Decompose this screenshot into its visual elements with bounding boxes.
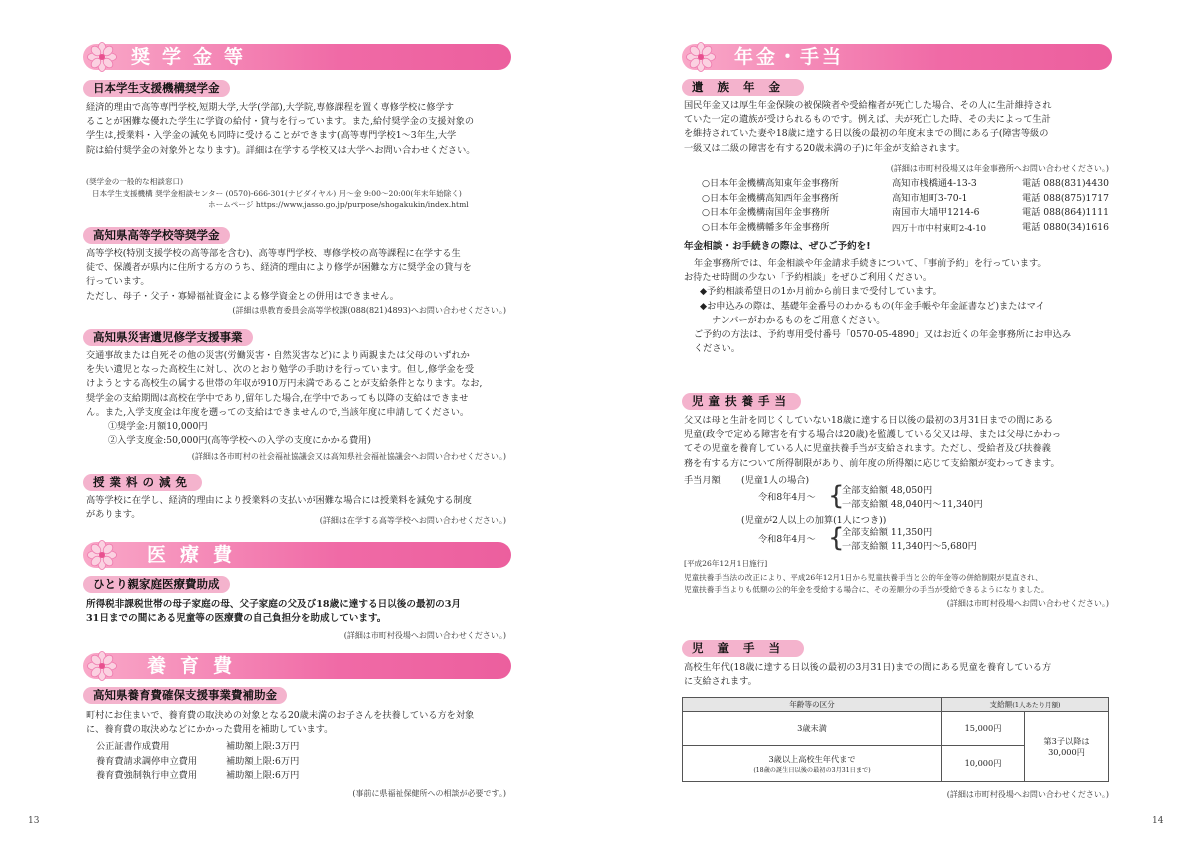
survivor-note: (詳細は市町村役場又は年金事務所へお問い合わせください。) (890, 164, 1109, 173)
two-child-amounts: 全部支給額 11,350円 一部支給額 11,340円～5,680円 (842, 527, 977, 553)
flower-icon (87, 651, 117, 681)
pension-heading: 年金・手当 (734, 46, 845, 68)
child-allowance-body: 高校生年代(18歳に達する日以後の最初の3月31日)までの間にある児童を養育している方 に支給されます。 (684, 662, 1052, 688)
scholarship-banner (83, 44, 511, 70)
table-row: ○日本年金機構幡多年金事務所 四万十市中村東町2-4-10 電話 0880(34)1616 (702, 221, 1109, 233)
date-label: 令和8年4月～ (758, 492, 816, 503)
right-page (596, 0, 1191, 842)
left-page (0, 0, 595, 842)
child-rearing-note: (詳細は市町村役場へお問い合わせください。) (946, 599, 1109, 608)
scholarship-heading: 奨学金等 (131, 46, 256, 68)
prefecture-hs-note: (詳細は県教育委員会高等学校課(088(821)4893)へお問い合わせください。) (232, 306, 506, 315)
page-number: 14 (1152, 816, 1164, 826)
list-item: 養育費強制執行申立費用 補助額上限:6万円 (96, 770, 300, 781)
child-allowance-title: 児童手当 (682, 640, 804, 657)
third-child-cell: 第3子以降は 30,000円 (1025, 712, 1109, 782)
tuition-title: 授業料の減免 (83, 474, 202, 491)
table-row: ○日本年金機構高知東年金事務所 高知市桟橋通4-13-3 電話 088(831)4430 (702, 178, 1109, 189)
child-allowance-note: (詳細は市町村役場へお問い合わせください。) (946, 790, 1109, 799)
table-row: 3歳以上高校生年代まで (18歳の誕生日以後の最初の3月31日まで) 10,000円 (683, 746, 1109, 782)
tuition-note: (詳細は在学する高等学校へお問い合わせください。) (319, 516, 506, 525)
table-row: ○日本年金機構南国年金事務所 南国市大埇甲1214-6 電話 088(864)1111 (702, 207, 1109, 218)
prefecture-hs-title: 高知県高等学校等奨学金 (83, 227, 230, 244)
date-label-2: 令和8年4月～ (758, 534, 816, 545)
brace-icon: { (828, 523, 845, 553)
list-item: 養育費請求調停申立費用 補助額上限:6万円 (96, 755, 300, 767)
table-row: ○日本年金機構高知西年金事務所 高知市旭町3-70-1 電話 088(875)1717 (702, 192, 1109, 204)
enforce-body: 児童扶養手当法の改正により、平成26年12月1日から児童扶養手当と公的年金等の併給制限が見直され、 児童扶養手当よりも低額の公的年金を受給する場合に、その差額分の手当が受給できるようになりました。 (684, 573, 1049, 594)
disaster-orphan-title: 高知県災害遺児修学支援事業 (83, 329, 253, 346)
prefecture-hs-body: 高等学校(特別支援学校の高等部を含む)、高等専門学校、専修学校の高等課程に在学する生 徒で、保護者が県内に住所する方のうち、経済的理由により修学が困難な方に奨学金の貸与を 行っています。 ただし、母子・父子・寡婦福祉資金による修学資金との併用はできません。 (86, 248, 472, 302)
jasso-title: 日本学生支援機構奨学金 (83, 80, 230, 97)
table-header: 支給額(1人あたり月額) (942, 698, 1109, 712)
medical-body: 所得税非課税世帯の母子家庭の母、父子家庭の父及び18歳に達する日以後の最初の3月 31日までの間にある児童等の医療費の自己負担分を助成しています。 (86, 599, 461, 625)
two-child-label: (児童が2人以上の加算(1人につき)) (741, 515, 887, 526)
medical-note: (詳細は市町村役場へお問い合わせください。) (343, 631, 506, 640)
list-item: 公正証書作成費用 補助額上限:3万円 (96, 741, 300, 752)
child-rearing-body: 父又は母と生計を同じくしていない18歳に達する日以後の最初の3月31日までの間にある 児童(政令で定める障害を有する場合は20歳)を監護している父又は母、または父母にかわっ てその児童を養育している人に児童扶養手当が支給されます。ただし、受給者及び扶養義 務を有する方について所得制限があり、前年度の所得額に応じて支給額が変わってきます。 (684, 415, 1062, 469)
flower-icon (686, 42, 716, 72)
enforce-label: [平成26年12月1日施行] (684, 559, 768, 568)
page-number: 13 (28, 816, 40, 826)
brace-icon: { (828, 481, 845, 511)
disaster-orphan-body: 交通事故または自死その他の災害(労働災害・自然災害など)により両親または父母のいずれか を失い遺児となった高校生に対し、次のとおり勉学の手助けを行っています。但し,修学金を受 けようとする高校生の属する世帯の年収が910万円未満であることが支給条件となります。なお, 奨学金の支給期間は高校在学中であり,留年した場合,在学中であっても以降の支給はできませ ん。また,入学支度金は年度を遡っての支給はできませんので,当該年度に申請してください。 ①奨学金:月額10,000円 ②入学支度金:50,000円(高等学校への入学の支度にかかる費用) (86, 350, 483, 447)
child-allowance-table (682, 697, 1109, 782)
disaster-orphan-note: (詳細は各市町村の社会福祉協議会又は高知県社会福祉協議会へお問い合わせください。) (191, 452, 506, 461)
flower-icon (87, 540, 117, 570)
medical-banner (83, 542, 511, 568)
childcare-note: (事前に県福祉保健所への相談が必要です。) (352, 789, 506, 798)
childcare-title: 高知県養育費確保支援事業費補助金 (83, 687, 287, 704)
child-rearing-title: 児童扶養手当 (682, 393, 801, 410)
flower-icon (87, 42, 117, 72)
survivor-body: 国民年金又は厚生年金保険の被保険者や受給権者が死亡した場合、その人に生計維持され ていた一定の遺族が受けられるものです。例えば、夫が死亡した時、その夫によって生計 を維持されていた妻や18歳に達する日以後の最初の年度末までの間にある子(障害等級の 一級又は二級の障害を有する20歳未満の子)に年金が支給されます。 (684, 100, 1052, 154)
jasso-contact: (奨学金の一般的な相談窓口) 日本学生支援機構 奨学金相談センター (0570)-666-301(ナビダイヤル) 月～金 9:00～20:00(年末年始除く) ホームページ https://www.jasso.go.jp/purpose/shogakukin/index.html (86, 177, 469, 209)
reservation-title: 年金相談・お手続きの際は、ぜひご予約を! (684, 241, 871, 252)
medical-heading: 医療費 (147, 544, 247, 566)
one-child-amounts: 全部支給額 48,050円 一部支給額 48,040円～11,340円 (842, 485, 983, 511)
table-row: 3歳未満 15,000円 第3子以降は 30,000円 (683, 712, 1109, 746)
childcare-heading: 養育費 (147, 655, 247, 677)
monthly-label: 手当月額 (684, 475, 721, 486)
childcare-subsidy-list (96, 740, 303, 784)
table-header: 年齢等の区分 (683, 698, 942, 712)
jasso-body: 経済的理由で高等専門学校,短期大学,大学(学部),大学院,専修課程を置く専修学校に修学す ることが困難な優れた学生に学資の給付・貸与を行っています。また,給付奨学金の支援対象の 学生は,授業料・入学金の減免も同時に受けることができます(高等専門学校1～3年生,大学 院は給付奨学金の対象外となります)。詳細は在学する学校又は大学へお問い合わせください。 (86, 102, 476, 156)
childcare-body: 町村にお住まいで、養育費の取決めの対象となる20歳未満のお子さんを扶養している方を対象 に、養育費の取決めなどにかかった費用を補助しています。 (86, 710, 475, 736)
reservation-body: 年金事務所では、年金相談や年金請求手続きについて、「事前予約」を行っています。 お待たせ時間の少ない「予約相談」をぜひご利用ください。 ◆予約相談希望日の1か月前から前日まで受付しています。 ◆お申込みの際は、基礎年金番号のわかるもの(年金手帳や年金証書など)またはマイ ナンバーがわかるものをご用意ください。 ご予約の方法は、予約専用受付番号「0570-05-4890」又はお近くの年金事務所にお申込み ください。 (684, 258, 1072, 355)
medical-title: ひとり親家庭医療費助成 (83, 576, 230, 593)
survivor-title: 遺族年金 (682, 79, 804, 96)
pension-office-list (702, 177, 1113, 235)
one-child-label: (児童1人の場合) (741, 475, 810, 486)
tuition-body: 高等学校に在学し、経済的理由により授業料の支払いが困難な場合には授業料を減免する制度 があります。 (86, 495, 472, 521)
pension-banner (682, 44, 1112, 70)
childcare-banner (83, 653, 511, 679)
